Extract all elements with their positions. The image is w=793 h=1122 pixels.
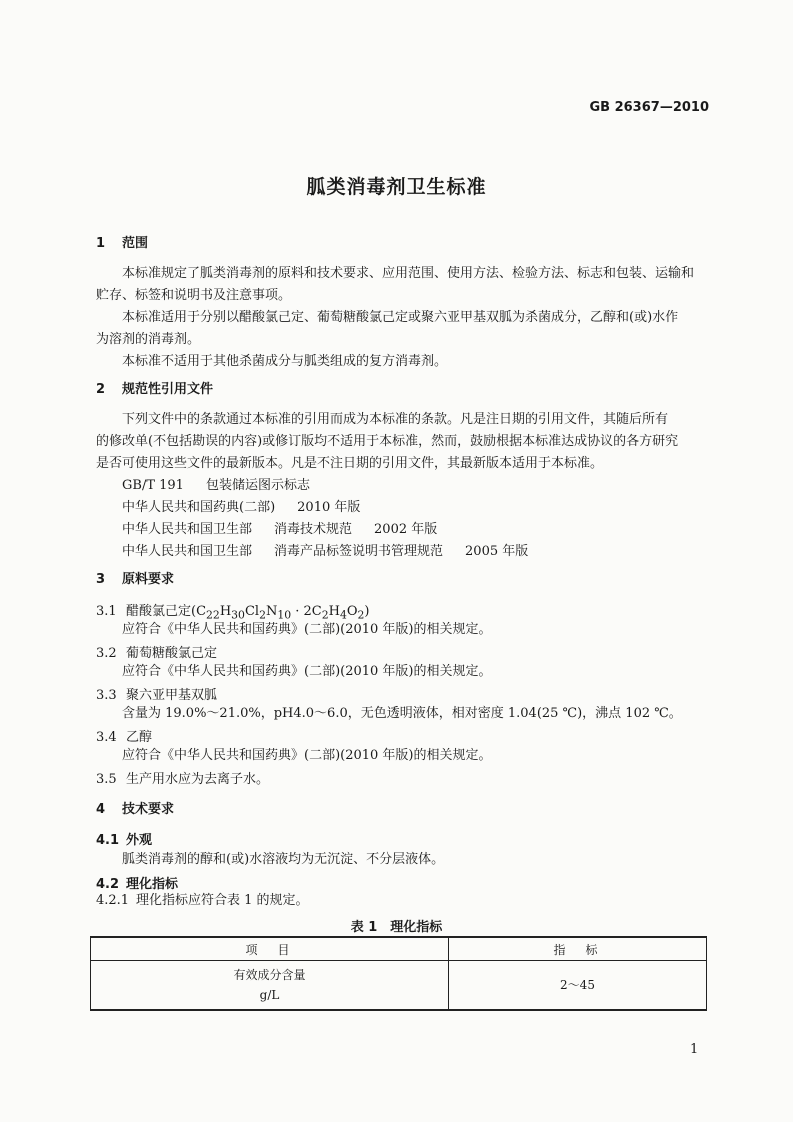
section-number: 3 [96, 572, 106, 587]
clause-text: 应符合《中华人民共和国药典》(二部)(2010 年版)的相关规定。 [122, 748, 492, 763]
section-title: 范围 [122, 236, 149, 251]
clause-number: 3.3 [96, 688, 117, 703]
reference-item [122, 518, 437, 537]
paragraph-line: 本标准规定了胍类消毒剂的原料和技术要求、应用范围、使用方法、检验方法、标志和包装、运输和 [122, 266, 695, 281]
reference-edition: 2010 年版 [297, 500, 361, 515]
reference-title: 包装储运图示标志 [205, 478, 310, 493]
clause-text: 应符合《中华人民共和国药典》(二部)(2010 年版)的相关规定。 [122, 664, 492, 679]
clause-title: 理化指标应符合表 1 的规定。 [136, 893, 309, 908]
reference-item [122, 474, 310, 493]
clause-title: 理化指标 [126, 877, 179, 892]
column-header-item: 项 目 [91, 937, 449, 961]
section-1-heading [96, 232, 148, 251]
page-number: 1 [690, 1042, 699, 1057]
reference-source: 中华人民共和国卫生部 [122, 544, 253, 559]
clause-4-2-1 [96, 890, 309, 912]
clause-number: 3.4 [96, 730, 117, 745]
clause-number: 4.2.1 [96, 893, 130, 908]
item-unit: g/L [259, 988, 280, 1002]
document-title: 胍类消毒剂卫生标准 [306, 176, 487, 198]
reference-source: 中华人民共和国卫生部 [122, 522, 253, 537]
reference-item [122, 540, 528, 559]
clause-3-2 [96, 642, 217, 661]
column-header-value: 指 标 [449, 937, 707, 961]
section-number: 4 [96, 802, 106, 817]
paragraph-line: 本标准适用于分别以醋酸氯己定、葡萄糖酸氯己定或聚六亚甲基双胍为杀菌成分，乙醇和(或)水作 [122, 310, 679, 325]
clause-3-3 [96, 684, 217, 703]
physchem-table [90, 936, 707, 1011]
section-3-heading [96, 568, 174, 587]
reference-edition: 2002 年版 [374, 522, 438, 537]
clause-title: 聚六亚甲基双胍 [126, 688, 218, 703]
clause-number: 3.1 [96, 604, 117, 619]
reference-item [122, 496, 360, 515]
table-cell-item [91, 961, 449, 1011]
standard-number: GB 26367—2010 [589, 100, 709, 115]
paragraph-line: 的修改单(不包括勘误的内容)或修订版均不适用于本标准，然而，鼓励根据本标准达成协议的各方研究 [96, 434, 679, 449]
reference-source: 中华人民共和国药典(二部) [122, 500, 276, 515]
chemical-formula: $(C_{22}H_{30}Cl_2N_{10} \cdot 2C_2H_4O_2)$ [191, 604, 370, 622]
section-4-heading [96, 798, 174, 817]
section-title: 技术要求 [122, 802, 175, 817]
clause-title: 醋酸氯己定 [126, 604, 192, 619]
reference-edition: 2005 年版 [465, 544, 529, 559]
clause-number: 4.1 [96, 833, 120, 848]
section-number: 2 [96, 382, 106, 397]
clause-3-4 [96, 726, 152, 745]
reference-title: 消毒产品标签说明书管理规范 [274, 544, 444, 559]
clause-text: 含量为 19.0%～21.0%，pH4.0～6.0，无色透明液体，相对密度 1.04(25 ℃)，沸点 102 ℃。 [122, 706, 682, 721]
clause-title: 葡萄糖酸氯己定 [126, 646, 218, 661]
clause-title: 生产用水应为去离子水。 [126, 772, 270, 787]
clause-3-5 [96, 768, 269, 787]
reference-title: 消毒技术规范 [274, 522, 353, 537]
paragraph-line: 为溶剂的消毒剂。 [96, 332, 201, 347]
paragraph-line: 本标准不适用于其他杀菌成分与胍类组成的复方消毒剂。 [122, 354, 448, 369]
section-number: 1 [96, 236, 106, 251]
paragraph-line: 下列文件中的条款通过本标准的引用而成为本标准的条款。凡是注日期的引用文件，其随后所有 [122, 412, 669, 427]
table-header-row [91, 937, 707, 961]
clause-number: 4.2 [96, 877, 120, 892]
table-caption: 表 1 理化指标 [350, 920, 443, 935]
section-2-heading [96, 378, 213, 397]
clause-title: 外观 [126, 833, 153, 848]
paragraph-line: 贮存、标签和说明书及注意事项。 [96, 288, 292, 303]
clause-number: 3.5 [96, 772, 117, 787]
table-row [91, 961, 707, 1011]
paragraph-line: 是否可使用这些文件的最新版本。凡是不注日期的引用文件，其最新版本适用于本标准。 [96, 456, 604, 471]
clause-text: 胍类消毒剂的醇和(或)水溶液均为无沉淀、不分层液体。 [122, 852, 445, 867]
section-title: 规范性引用文件 [122, 382, 214, 397]
section-title: 原料要求 [122, 572, 175, 587]
clause-4-1 [96, 829, 152, 848]
clause-text: 应符合《中华人民共和国药典》(二部)(2010 年版)的相关规定。 [122, 622, 492, 637]
table-cell-value: 2～45 [449, 961, 707, 1011]
clause-number: 3.2 [96, 646, 117, 661]
item-name: 有效成分含量 [233, 968, 306, 982]
reference-code: GB/T 191 [122, 478, 184, 493]
clause-title: 乙醇 [126, 730, 153, 745]
